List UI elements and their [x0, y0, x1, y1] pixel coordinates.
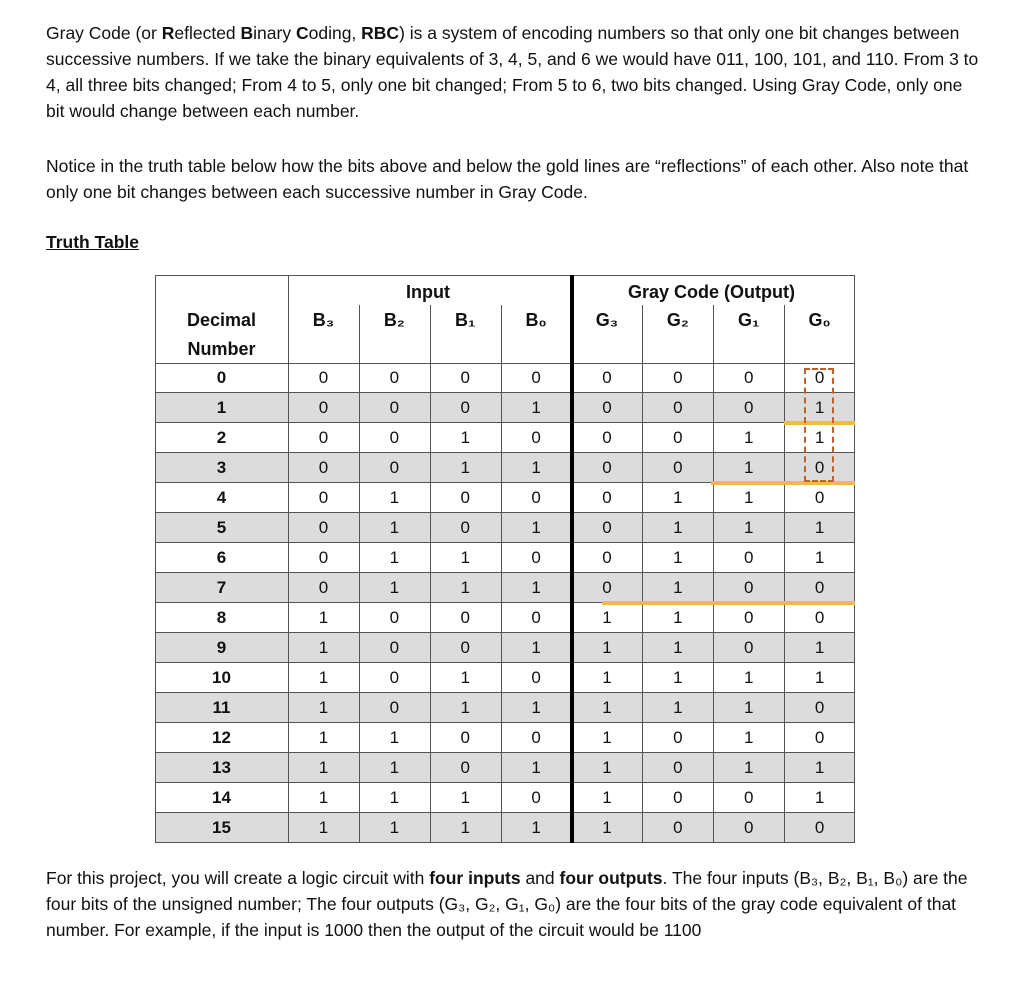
- decimal-cell: 6: [216, 548, 227, 567]
- grid-hline: [155, 572, 855, 573]
- project-text: For this project, you will create a logic circuit with: [46, 868, 430, 888]
- column-header-b0: B₀: [525, 309, 547, 330]
- output-bit-cell: 0: [814, 728, 825, 747]
- input-bit-cell: 0: [531, 488, 541, 507]
- decimal-cell: 7: [216, 578, 227, 597]
- input-bit-cell: 1: [531, 578, 541, 597]
- input-bit-cell: 0: [531, 428, 541, 447]
- column-header-b1: B₁: [454, 309, 476, 330]
- output-bit-cell: 1: [814, 428, 825, 447]
- output-bit-cell: 1: [602, 788, 612, 807]
- input-bit-cell: 0: [389, 638, 400, 657]
- intro-bold-rbc: RBC: [361, 23, 400, 43]
- project-text: . The four inputs (B₃, B₂, B₁, B₀) are the four bits of the unsigned number; The four outputs (G₃, G₂, G₁, G₀) are the four bits of the gray code equivalent of that number. For example, if the input is 1000 then the output of the circuit would be 1100: [46, 868, 968, 940]
- decimal-cell: 0: [216, 368, 227, 387]
- grid-hline: [155, 782, 855, 783]
- input-bit-cell: 0: [318, 548, 329, 567]
- output-bit-cell: 0: [673, 458, 683, 477]
- column-header-g3: G₃: [595, 309, 619, 330]
- input-bit-cell: 1: [389, 518, 400, 537]
- decimal-cell: 4: [216, 488, 227, 507]
- input-bit-cell: 0: [318, 488, 329, 507]
- output-bit-cell: 0: [743, 788, 754, 807]
- input-bit-cell: 1: [389, 578, 400, 597]
- output-bit-cell: 1: [602, 728, 612, 747]
- input-bit-cell: 1: [460, 788, 470, 807]
- input-bit-cell: 0: [460, 518, 470, 537]
- grid-hline: [155, 662, 855, 663]
- reflection-gold-line: [602, 601, 855, 605]
- output-bit-cell: 0: [602, 368, 612, 387]
- output-bit-cell: 1: [673, 698, 683, 717]
- output-bit-cell: 1: [743, 428, 754, 447]
- input-bit-cell: 1: [531, 698, 541, 717]
- output-bit-cell: 1: [743, 728, 754, 747]
- grid-vline: [359, 305, 360, 843]
- project-bold-outputs: four outputs: [559, 868, 663, 888]
- input-bit-cell: 1: [460, 428, 470, 447]
- grid-hline: [155, 542, 855, 543]
- output-bit-cell: 0: [602, 518, 612, 537]
- decimal-cell: 10: [212, 668, 231, 687]
- input-bit-cell: 0: [318, 458, 329, 477]
- output-bit-cell: 1: [602, 638, 612, 657]
- truth-table: [155, 275, 855, 843]
- reflection-note: Notice in the truth table below how the bits above and below the gold lines are “reflections” of each other. Also note that only one bit changes between each successive number in Gray Code.: [46, 156, 969, 202]
- grid-vline: [430, 305, 431, 843]
- column-header-b3: B₃: [312, 309, 335, 330]
- input-bit-cell: 1: [460, 548, 470, 567]
- output-bit-cell: 0: [673, 818, 683, 837]
- input-bit-cell: 1: [531, 398, 541, 417]
- input-bit-cell: 1: [318, 818, 329, 837]
- output-bit-cell: 1: [602, 668, 612, 687]
- grid-vline: [155, 275, 156, 843]
- input-bit-cell: 1: [318, 728, 329, 747]
- input-bit-cell: 1: [389, 728, 400, 747]
- input-bit-cell: 1: [531, 518, 541, 537]
- decimal-header-line1: Decimal: [186, 309, 257, 330]
- input-bit-cell: 1: [318, 638, 329, 657]
- output-bit-cell: 0: [673, 728, 683, 747]
- input-bit-cell: 0: [318, 398, 329, 417]
- output-bit-cell: 0: [602, 458, 612, 477]
- decimal-cell: 15: [212, 818, 231, 837]
- output-bit-cell: 0: [602, 488, 612, 507]
- input-bit-cell: 0: [389, 398, 400, 417]
- decimal-cell: 5: [216, 518, 227, 537]
- input-bit-cell: 0: [460, 368, 470, 387]
- output-bit-cell: 1: [743, 458, 754, 477]
- output-bit-cell: 1: [743, 698, 754, 717]
- input-group-header: Input: [406, 281, 450, 302]
- decimal-cell: 14: [212, 788, 231, 807]
- output-bit-cell: 0: [673, 428, 683, 447]
- output-bit-cell: 1: [673, 638, 683, 657]
- grid-hline: [155, 812, 855, 813]
- output-bit-cell: 1: [814, 518, 825, 537]
- output-bit-cell: 1: [673, 668, 683, 687]
- input-bit-cell: 1: [531, 758, 541, 777]
- input-bit-cell: 1: [389, 818, 400, 837]
- intro-text: oding,: [308, 23, 362, 43]
- decimal-cell: 13: [212, 758, 231, 777]
- input-bit-cell: 0: [318, 428, 329, 447]
- column-header-b2: B₂: [383, 309, 405, 330]
- output-bit-cell: 1: [814, 548, 825, 567]
- input-bit-cell: 1: [460, 578, 470, 597]
- input-bit-cell: 1: [318, 608, 329, 627]
- input-bit-cell: 0: [460, 758, 470, 777]
- input-bit-cell: 0: [460, 398, 470, 417]
- input-bit-cell: 0: [389, 668, 400, 687]
- decimal-header-line2: Number: [187, 338, 256, 359]
- intro-bold-c: C: [295, 23, 309, 43]
- grid-vline: [642, 305, 643, 843]
- output-bit-cell: 0: [602, 398, 612, 417]
- grid-hline: [155, 452, 855, 453]
- output-bit-cell: 1: [673, 548, 683, 567]
- output-bit-cell: 0: [673, 758, 683, 777]
- grid-hline: [155, 752, 855, 753]
- input-bit-cell: 1: [460, 458, 470, 477]
- input-bit-cell: 1: [389, 488, 400, 507]
- input-bit-cell: 0: [460, 728, 470, 747]
- grid-hline: [155, 842, 855, 843]
- column-header-g2: G₂: [666, 309, 689, 330]
- decimal-cell: 9: [216, 638, 227, 657]
- input-bit-cell: 0: [531, 608, 541, 627]
- input-bit-cell: 0: [460, 608, 470, 627]
- grid-hline: [155, 392, 855, 393]
- input-bit-cell: 1: [389, 758, 400, 777]
- output-bit-cell: 0: [673, 788, 683, 807]
- table-top-border: [155, 275, 855, 276]
- project-paragraph: [46, 865, 981, 943]
- output-bit-cell: 1: [743, 518, 754, 537]
- input-bit-cell: 0: [389, 368, 400, 387]
- intro-paragraph: [46, 20, 981, 124]
- grid-hline: [155, 632, 855, 633]
- input-bit-cell: 0: [389, 458, 400, 477]
- input-bit-cell: 1: [531, 458, 541, 477]
- intro-text: eflected: [174, 23, 241, 43]
- output-bit-cell: 1: [673, 578, 683, 597]
- input-bit-cell: 1: [318, 668, 329, 687]
- input-bit-cell: 0: [460, 488, 470, 507]
- input-bit-cell: 0: [531, 788, 541, 807]
- output-bit-cell: 1: [814, 398, 825, 417]
- output-bit-cell: 1: [602, 758, 612, 777]
- grid-hline: [155, 422, 855, 423]
- output-bit-cell: 1: [673, 608, 683, 627]
- input-bit-cell: 0: [318, 368, 329, 387]
- input-bit-cell: 0: [531, 368, 541, 387]
- input-bit-cell: 0: [318, 578, 329, 597]
- decimal-cell: 12: [212, 728, 231, 747]
- input-bit-cell: 1: [318, 758, 329, 777]
- truth-table-heading: Truth Table: [46, 232, 140, 252]
- input-bit-cell: 0: [531, 728, 541, 747]
- intro-text: Gray Code (or: [46, 23, 162, 43]
- grid-hline: [155, 512, 855, 513]
- output-bit-cell: 1: [743, 758, 754, 777]
- column-header-g0: G₀: [808, 309, 831, 330]
- intro-bold-b: B: [240, 23, 254, 43]
- output-bit-cell: 0: [743, 608, 754, 627]
- output-bit-cell: 1: [602, 698, 612, 717]
- output-bit-cell: 0: [814, 368, 825, 387]
- reflection-dashed-box: [804, 368, 834, 482]
- project-bold-inputs: four inputs: [429, 868, 521, 888]
- input-bit-cell: 1: [531, 818, 541, 837]
- output-bit-cell: 0: [743, 578, 754, 597]
- output-bit-cell: 0: [602, 428, 612, 447]
- output-bit-cell: 0: [602, 578, 612, 597]
- output-bit-cell: 1: [743, 668, 754, 687]
- output-bit-cell: 0: [743, 548, 754, 567]
- decimal-cell: 11: [212, 698, 231, 717]
- intro-text: ) is a system of encoding numbers so that only one bit changes between successive numbers. If we take the binary equivalents of 3, 4, 5, and 6 we would have 011, 100, 101, and 110. From 3 to 4, all three bits changed; From 4 to 5, only one bit changed; From 5 to 6, two bits changed. Using Gray Code, only one bit would change between each number.: [46, 23, 979, 121]
- grid-vline: [784, 305, 785, 843]
- intro-bold-r: R: [161, 23, 175, 43]
- input-bit-cell: 1: [460, 668, 470, 687]
- grid-hline: [155, 722, 855, 723]
- output-bit-cell: 0: [743, 638, 754, 657]
- output-bit-cell: 0: [743, 398, 754, 417]
- grid-hline: [155, 692, 855, 693]
- decimal-cell: 3: [216, 458, 227, 477]
- grid-vline: [501, 305, 502, 843]
- output-bit-cell: 1: [814, 758, 825, 777]
- grid-vline: [288, 275, 289, 843]
- input-bit-cell: 1: [460, 818, 470, 837]
- decimal-cell: 1: [216, 398, 227, 417]
- output-bit-cell: 0: [673, 398, 683, 417]
- output-bit-cell: 1: [743, 488, 754, 507]
- output-bit-cell: 0: [814, 458, 825, 477]
- input-bit-cell: 1: [318, 788, 329, 807]
- input-bit-cell: 1: [389, 548, 400, 567]
- output-bit-cell: 0: [743, 368, 754, 387]
- input-bit-cell: 1: [389, 788, 400, 807]
- project-text: and: [520, 868, 560, 888]
- input-bit-cell: 0: [318, 518, 329, 537]
- header-bottom-border: [155, 363, 855, 364]
- output-bit-cell: 0: [814, 698, 825, 717]
- decimal-cell: 8: [216, 608, 227, 627]
- output-bit-cell: 0: [602, 548, 612, 567]
- output-group-header: Gray Code (Output): [628, 281, 795, 302]
- input-bit-cell: 0: [460, 638, 470, 657]
- input-bit-cell: 1: [460, 698, 470, 717]
- output-bit-cell: 0: [814, 578, 825, 597]
- input-bit-cell: 1: [531, 638, 541, 657]
- output-bit-cell: 1: [673, 488, 683, 507]
- output-bit-cell: 1: [814, 638, 825, 657]
- output-bit-cell: 0: [673, 368, 683, 387]
- intro-text: inary: [253, 23, 296, 43]
- output-bit-cell: 1: [814, 668, 825, 687]
- column-header-g1: G₁: [737, 309, 760, 330]
- input-bit-cell: 0: [531, 668, 541, 687]
- output-bit-cell: 0: [814, 818, 825, 837]
- output-bit-cell: 1: [814, 788, 825, 807]
- output-bit-cell: 0: [814, 488, 825, 507]
- input-bit-cell: 0: [389, 428, 400, 447]
- grid-vline: [713, 305, 714, 843]
- input-bit-cell: 0: [389, 698, 400, 717]
- output-bit-cell: 0: [743, 818, 754, 837]
- output-bit-cell: 1: [602, 608, 612, 627]
- grid-vline: [854, 275, 855, 843]
- input-bit-cell: 0: [531, 548, 541, 567]
- output-bit-cell: 0: [814, 608, 825, 627]
- output-bit-cell: 1: [602, 818, 612, 837]
- output-bit-cell: 1: [673, 518, 683, 537]
- decimal-cell: 2: [216, 428, 227, 447]
- input-bit-cell: 0: [389, 608, 400, 627]
- input-output-divider: [570, 275, 574, 843]
- input-bit-cell: 1: [318, 698, 329, 717]
